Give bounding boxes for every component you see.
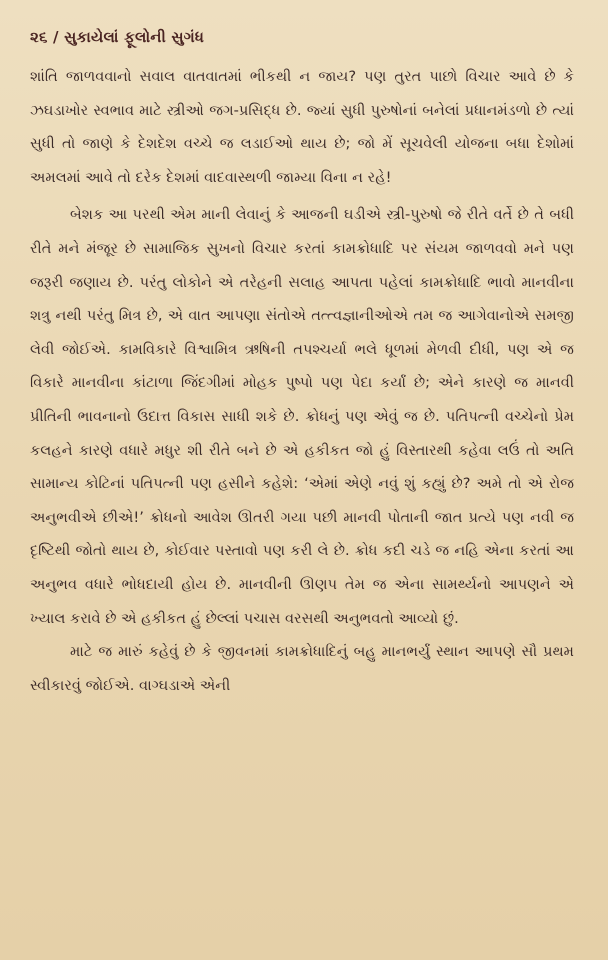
body-text (30, 60, 574, 702)
running-header (30, 22, 574, 60)
paragraph-3: માટે જ મારું કહેવું છે કે જીવનમાં કામક્રોધાદિનું બહુ માનભર્યું સ્થાન આપણે સૌ પ્રથમ સ્વીકારવું જોઈએ. વાગ્ઘડાએ એની (30, 643, 574, 694)
header-separator: / (53, 28, 59, 46)
page-number: ૨૬ (30, 28, 48, 46)
chapter-title: સુકાયેલાં ફૂલોની સુગંધ (64, 28, 205, 46)
paragraph-1: શાંતિ જાળવવાનો સવાલ વાતવાતમાં ભીકથી ન જાય? પણ તુરત પાછો વિચાર આવે છે કે ઝઘડાખોર સ્વભાવ માટે સ્ત્રીઓ જગ-પ્રસિદ્ધ છે. જ્યાં સુધી પુરુષોનાં બનેલાં પ્રધાનમંડળો છે ત્યાં સુધી તો જાણે કે દેશદેશ વચ્ચે જ લડાઈઓ થાય છે; જો મેં સૂચવેલી યોજના બધા દેશોમાં અમલમાં આવે તો દરેક દેશમાં વાદવાસ્થળી જામ્યા વિના ન રહે! (30, 68, 574, 186)
paragraph-2: બેશક આ પરથી એમ માની લેવાનું કે આજની ઘડીએ સ્ત્રી-પુરુષો જે રીતે વર્તે છે તે બધી રીતે મને મંજૂર છે સામાજિક સુખનો વિચાર કરતાં કામક્રોધાદિ પર સંયમ જાળવવો મને પણ જરૂરી જણાય છે. પરંતુ લોકોને એ તરેહની સલાહ આપતા પહેલાં કામક્રોધાદિ ભાવો માનવીના શત્રુ નથી પરંતુ મિત્ર છે, એ વાત આપણા સંતોએ તત્ત્વજ્ઞાનીઓએ તમ જ આગેવાનોએ સમજી લેવી જોઈએ. કામવિકારે વિશ્વામિત્ર ઋષિની તપશ્ચર્યા ભલે ધૂળમાં મેળવી દીધી, પણ એ જ વિકારે માનવીના કાંટાળા જિંદગીમાં મોહક પુષ્પો પણ પેદા કર્યાં છે; એને કારણે જ માનવી પ્રીતિની ભાવનાનો ઉદાત્ત વિકાસ સાધી શકે છે. ક્રોધનું પણ એવું જ છે. પતિપત્ની વચ્ચેનો પ્રેમ કલહને કારણે વધારે મધુર શી રીતે બને છે એ હકીકત જો હું વિસ્તારથી કહેવા લઉં તો અતિ સામાન્ય કોટિનાં પતિપત્ની પણ હસીને કહેશે: ‘એમાં એણે નવું શું કહ્યું છે? અમે તો એ રોજ અનુભવીએ છીએ!’ ક્રોધનો આવેશ ઊતરી ગયા પછી માનવી પોતાની જાત પ્રત્યે પણ નવી જ દૃષ્ટિથી જોતો થાય છે, કોઈવાર પસ્તાવો પણ કરી લે છે. ક્રોધ કદી ચડે જ નહિ એના કરતાં આ અનુભવ વધારે ભોધદાયી હોય છે. માનવીની ઊણપ તેમ જ એના સામર્થ્યનો આપણને એ ખ્યાલ કરાવે છે એ હકીકત હું છેલ્લાં પચાસ વરસથી અનુભવતો આવ્યો છું. (30, 206, 574, 627)
